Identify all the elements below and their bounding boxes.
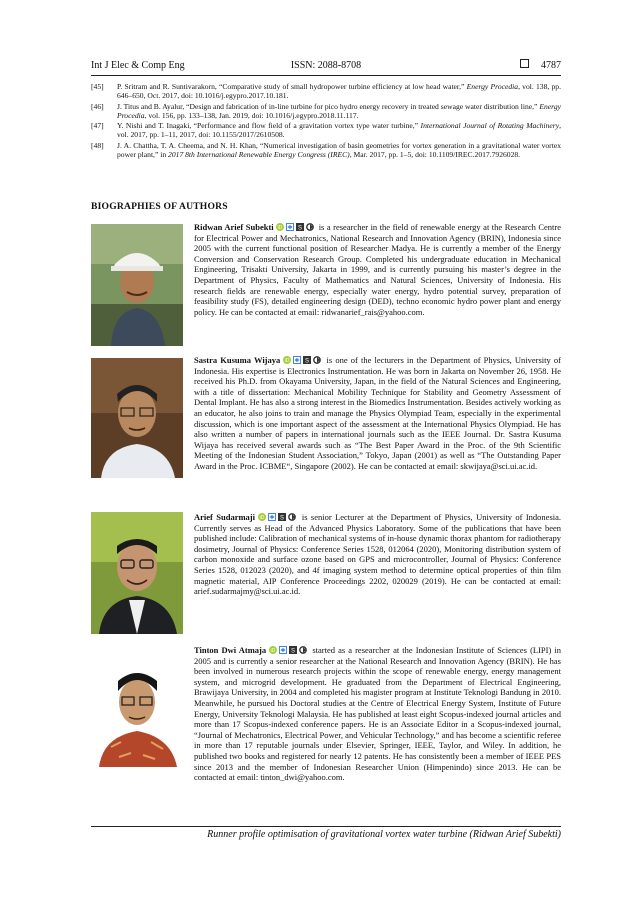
- author-name: Arief Sudarmaji: [194, 512, 256, 522]
- orcid-icon[interactable]: [283, 356, 291, 364]
- author-bio-text: [194, 355, 561, 472]
- scholar-icon[interactable]: [286, 223, 294, 231]
- orcid-icon[interactable]: [258, 513, 266, 521]
- reference-item: [91, 121, 561, 140]
- author-photo: [91, 358, 183, 478]
- section-title: BIOGRAPHIES OF AUTHORS: [91, 201, 228, 212]
- author-bio-text: [194, 512, 561, 597]
- orcid-icon[interactable]: [276, 223, 284, 231]
- author-name: Tinton Dwi Atmaja: [194, 645, 267, 655]
- svg-text:S: S: [280, 515, 285, 521]
- svg-text:iD: iD: [270, 648, 276, 654]
- author-name: Ridwan Arief Subekti: [194, 222, 274, 232]
- reference-number: [45]: [91, 82, 104, 91]
- page-number-group: [520, 59, 561, 73]
- scopus-icon[interactable]: [278, 513, 286, 521]
- author-icons: [258, 512, 301, 522]
- header-rule: [91, 75, 561, 76]
- author-icons: [276, 222, 319, 232]
- author-description: is a researcher in the field of renewable energy at the Research Centre for Electrical Power and Mechatronics, National Research and Innovation Agency (BRIN), Indonesia since 2005 with the current functional position of Researcher Madya. He is currently a member of the Energy Conversion and Conservation Research Group. Completed his undergraduate education in Mechanical Engineering, Trisakti University, Jakarta in 1999, and is currently pursuing his master’s degree in the Department of Physics, Faculty of Mathematics and Natural Sciences, University of Indonesia. His research fields are renewable energy, especially water energy, hydro potential survey, preparation of feasibility study (FS), detailed engineering design (DED), techno economic hydro power plant and energy policy. He can be contacted at email: ridwanarief_rais@yahoo.com.: [194, 222, 562, 317]
- reference-number: [46]: [91, 101, 104, 111]
- svg-text:iD: iD: [277, 225, 283, 231]
- svg-text:iD: iD: [285, 358, 290, 364]
- publons-icon[interactable]: [288, 513, 296, 521]
- issn: ISSN: 2088-8708: [290, 60, 362, 71]
- reference-number: [47]: [91, 121, 104, 131]
- svg-text:iD: iD: [260, 515, 265, 521]
- reference-item: [91, 141, 561, 160]
- footer-rule: [91, 826, 561, 827]
- reference-venue: International Journal of Rotating Machinery: [420, 121, 560, 131]
- reference-item: [91, 82, 561, 101]
- reference-number: [48]: [91, 140, 104, 150]
- svg-text:S: S: [291, 648, 296, 654]
- author-bio-text: [194, 222, 561, 317]
- publons-icon[interactable]: [299, 646, 307, 654]
- author-description: is senior Lecturer at the Department of Physics, University of Indonesia. Currently serves as Head of the Advanced Physics Laboratory. Some of the publications that have been published include: Calibration of mechanical systems of in-house dynamic thorax phantom for radiotherapy dosimetry, Journal of Physics: Conference Series 1528, 012064 (2020), Monitoring distribution system of carbon monoxide and surface ozone based on GPS and microcontroller, Journal of Physics: Conference Series 1528, 012023 (2020), and 4f imaging system method to determine optical properties of thin film magnetic material, AIP Conference Proceedings 2202, 020029 (2019). He can be contacted at email: arief.sudarmajmy@sci.ui.ac.id.: [194, 512, 562, 597]
- scholar-icon[interactable]: [279, 646, 287, 654]
- scholar-icon[interactable]: [268, 513, 276, 521]
- svg-text:S: S: [298, 225, 303, 231]
- author-bio: [91, 355, 561, 505]
- reference-details: , Mar. 2017, pp. 1–5, doi: 10.1109/IREC.2017.7926028.: [349, 150, 521, 160]
- scopus-icon[interactable]: [289, 646, 297, 654]
- scholar-icon[interactable]: [293, 356, 301, 364]
- reference-text: J. A. Chattha, T. A. Cheema, and N. H. Khan, “Numerical investigation of basin geometries for vortex generation in a gravitational water vortex power plant,” in: [117, 140, 561, 160]
- page-number: 4787: [541, 60, 561, 71]
- checkbox-icon: [520, 59, 529, 68]
- scopus-icon[interactable]: [296, 223, 304, 231]
- publons-icon[interactable]: [313, 356, 321, 364]
- running-footer: Runner profile optimisation of gravitational vortex water turbine (Ridwan Arief Subekti): [207, 829, 561, 840]
- author-photo: [91, 647, 183, 767]
- scopus-icon[interactable]: [303, 356, 311, 364]
- author-icons: [269, 645, 312, 655]
- author-icons: [283, 355, 326, 365]
- journal-name: Int J Elec & Comp Eng: [91, 60, 185, 71]
- publons-icon[interactable]: [306, 223, 314, 231]
- running-header: [91, 59, 561, 73]
- svg-text:S: S: [305, 358, 310, 364]
- author-bio-text: [194, 645, 561, 783]
- reference-item: [91, 102, 561, 121]
- reference-text: Y. Nishi and T. Inagaki, “Performance and flow field of a gravitation vortex type water turbine,”: [117, 121, 421, 131]
- author-name: Sastra Kusuma Wijaya: [194, 355, 281, 365]
- reference-venue: Energy Procedia: [117, 101, 561, 120]
- author-bio: [91, 222, 561, 347]
- orcid-icon[interactable]: [269, 646, 277, 654]
- author-photo: [91, 224, 183, 346]
- reference-list: [91, 82, 561, 160]
- reference-venue: Energy Procedia: [466, 82, 519, 91]
- author-description: started as a researcher at the Indonesian Institute of Sciences (LIPI) in 2005 and is currently a senior researcher at the National Research and Innovation Agency (BRIN). He has been involved in numerous research projects within the scope of renewable energy, energy management system, and microgrid development. He graduated from the Department of Electrical Engineering, Brawijaya University, in 2004 and completed his magister program at Institute Teknologi Bandung in 2010. Meanwhile, he pursued his Doctoral studies at the Centre of Electrical Energy System, Institute of Future Energy, University Teknologi Malaysia. He has published at least eight Scopus-indexed journal articles and more than 17 Scopus-indexed conference papers. He is an Associate Editor in a Scopus-indexed journal, “Journal of Mechatronics, Electrical Power, and Vehicular Technology,” and has become a scientific referee in more than 17 reputable journals under Elsevier, Springer, IEEE, Taylor, and Wiley. In addition, he published two books and registered for nearly 12 patents. He has consistently been a member of IEEE PES since 2013 and the member of Indonesian Researcher Union (Himpenindo) since 2013. He can be contacted at email: tinton_dwi@yahoo.com.: [194, 645, 562, 783]
- reference-text: J. Titus and B. Ayalur, “Design and fabrication of in-line turbine for pico hydro energy recovery in treated sewage water distribution line,”: [117, 101, 540, 111]
- author-bio: [91, 512, 561, 642]
- author-photo: [91, 512, 183, 634]
- author-bio: [91, 645, 561, 820]
- reference-details: , vol. 138, pp. 646–650, Oct. 2017, doi: 10.1016/j.egypro.2017.10.181.: [117, 82, 561, 101]
- reference-details: , vol. 2017, pp. 1–11, 2017, doi: 10.1155/2017/2610508.: [117, 121, 561, 140]
- reference-text: P. Sritram and R. Suntivarakorn, “Comparative study of small hydropower turbine efficiency at low head water,”: [117, 82, 467, 91]
- author-description: is one of the lecturers in the Department of Physics, University of Indonesia. His expertise is Electronics Instrumentation. He was born in Jakarta on November 26, 1958. He received his Ph.D. from Okayama University, Japan, in the field of the Natural Sciences and Engineering, with a title of dissertation: Mechanical Mobility Technique for Stability and Geometry Assessment of Dental Implant. He has also a strong interest in the Biomedics Instrumentation. Besides actively working as an educator, he also joins to train and manage the Physics Olympiad Team, especially in the experimental discussion, which is one important aspect of the assessment at the International Physics Olympiad. He has also written a number of papers in international journals such as the IEEE Journal. Dr. Sastra Kusuma Wijaya has received several awards such as “The Best Paper Award in the Proc. of the 9th Scientific Meeting of the Indonesian Student Association,” Tokyo, Japan (2001) as well as “The Outstanding Paper Award in the Proc. ICBME“, Singapore (2002). He can be contacted at email: skwijaya@sci.ui.ac.id.: [194, 355, 562, 471]
- reference-venue: 2017 8th International Renewable Energy Congress (IREC): [168, 150, 350, 160]
- reference-details: , vol. 156, pp. 133–138, Jan. 2019, doi: 10.1016/j.egypro.2018.11.117.: [144, 110, 359, 120]
